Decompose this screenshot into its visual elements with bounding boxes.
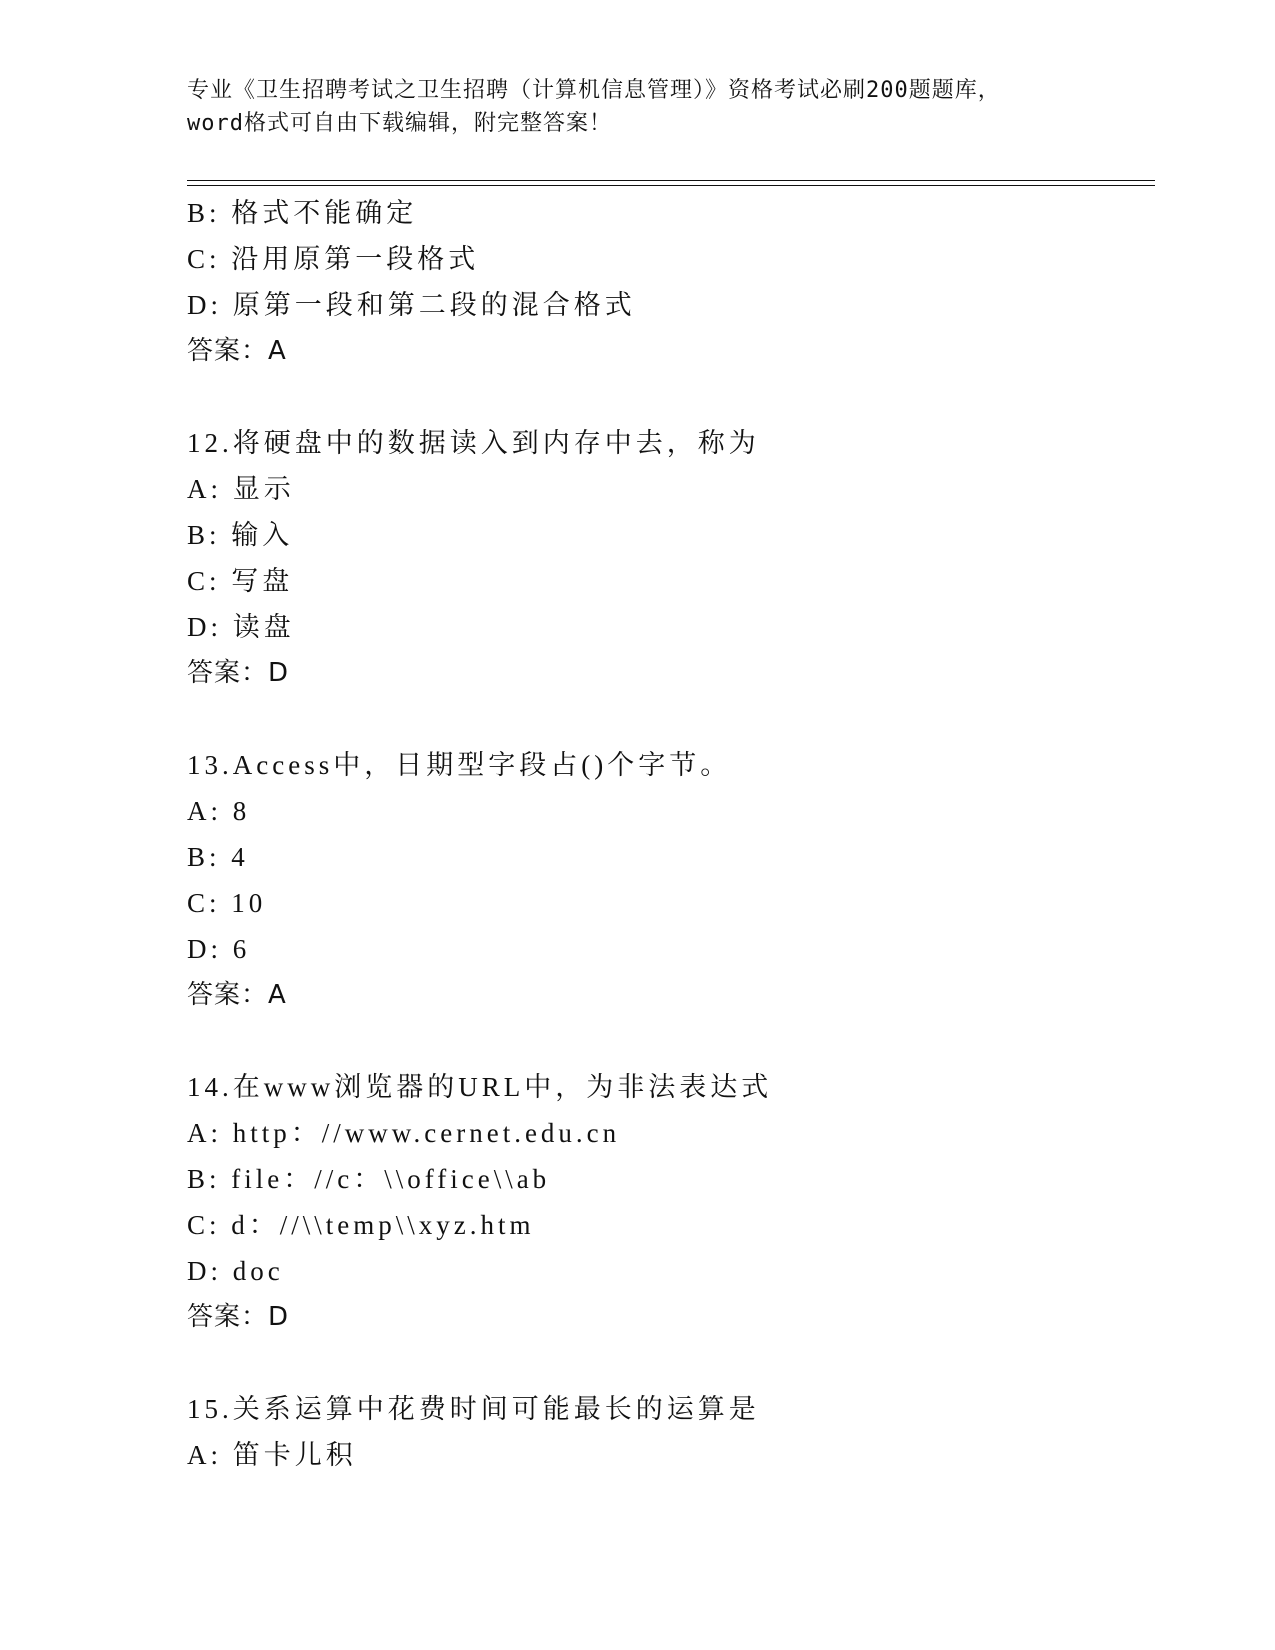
question-list (187, 190, 1155, 1478)
option-b: B: 格式不能确定 (187, 198, 418, 228)
question-14 (187, 1064, 1155, 1340)
question-11 (187, 190, 1155, 374)
option-d: D: doc (187, 1256, 284, 1286)
option-c: C: 沿用原第一段格式 (187, 244, 480, 274)
option-d: D: 读盘 (187, 612, 295, 642)
question-text: 14.在www浏览器的URL中，为非法表达式 (187, 1072, 773, 1102)
option-b: B: 4 (187, 842, 249, 872)
header-line-2: word格式可自由下载编辑，附完整答案！ (187, 111, 612, 136)
spacer (187, 1018, 1155, 1064)
option-d: D: 原第一段和第二段的混合格式 (187, 290, 636, 320)
answer: 答案：A (187, 980, 287, 1010)
question-13 (187, 742, 1155, 1018)
option-a: A: http：//www.cernet.edu.cn (187, 1118, 621, 1148)
header-divider-top (187, 180, 1155, 181)
question-text: 13.Access中，日期型字段占()个字节。 (187, 750, 732, 780)
option-b: B: file：//c：\\office\\ab (187, 1164, 551, 1194)
answer: 答案：D (187, 1302, 290, 1332)
option-a: A: 8 (187, 796, 251, 826)
question-15 (187, 1386, 1155, 1478)
answer: 答案：D (187, 658, 290, 688)
question-12 (187, 420, 1155, 696)
question-text: 12.将硬盘中的数据读入到内存中去，称为 (187, 428, 760, 458)
header-divider-bottom (187, 185, 1155, 186)
option-a: A: 显示 (187, 474, 295, 504)
option-b: B: 输入 (187, 520, 294, 550)
document-header (187, 74, 1087, 140)
option-d: D: 6 (187, 934, 251, 964)
spacer (187, 696, 1155, 742)
spacer (187, 374, 1155, 420)
answer: 答案：A (187, 336, 287, 366)
spacer (187, 1340, 1155, 1386)
question-text: 15.关系运算中花费时间可能最长的运算是 (187, 1394, 760, 1424)
option-c: C: d：//\\temp\\xyz.htm (187, 1210, 535, 1240)
option-c: C: 写盘 (187, 566, 294, 596)
header-line-1: 专业《卫生招聘考试之卫生招聘（计算机信息管理）》资格考试必刷200题题库， (187, 78, 1001, 103)
option-c: C: 10 (187, 888, 267, 918)
option-a: A: 笛卡儿积 (187, 1440, 357, 1470)
